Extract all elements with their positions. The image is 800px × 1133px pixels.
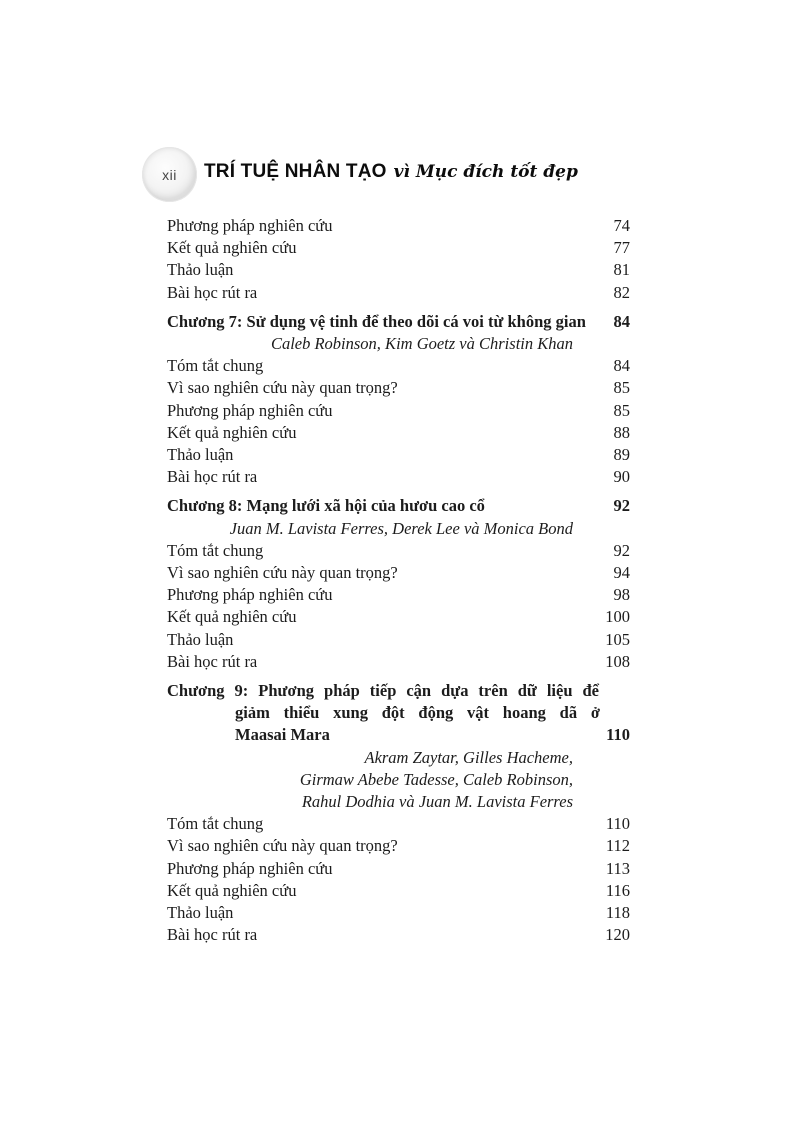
toc-entry-label: Kết quả nghiên cứu <box>167 422 297 442</box>
chapter-authors: Girmaw Abebe Tadesse, Caleb Robinson, <box>299 769 573 789</box>
toc-entry-page: 85 <box>613 378 630 398</box>
toc-entry-page: 88 <box>613 422 630 442</box>
toc-entry <box>167 259 630 281</box>
toc-entry-label: Bài học rút ra <box>167 467 258 487</box>
toc-entry <box>167 355 630 377</box>
toc-entry-label: Phương pháp nghiên cứu <box>167 585 333 605</box>
toc-entry-label: Vì sao nghiên cứu này quan trọng? <box>167 836 398 856</box>
toc-entry-page: 108 <box>605 651 630 671</box>
chapter-page: 92 <box>613 496 630 516</box>
toc-entry <box>167 835 630 857</box>
chapter-9-title-row <box>167 724 630 746</box>
toc-entry-page: 94 <box>613 563 630 583</box>
table-of-contents <box>167 215 630 947</box>
toc-entry-label: Tóm tắt chung <box>167 356 264 376</box>
toc-entry-page: 84 <box>613 356 630 376</box>
chapter-authors: Akram Zaytar, Gilles Hacheme, <box>364 747 573 767</box>
toc-entry <box>167 651 630 673</box>
toc-entry-page: 89 <box>613 445 630 465</box>
chapter-8-title-row <box>167 495 630 517</box>
toc-entry <box>167 540 630 562</box>
toc-entry <box>167 606 630 628</box>
toc-entry <box>167 215 630 237</box>
chapter-title: Maasai Mara <box>235 725 330 745</box>
toc-entry-label: Vì sao nghiên cứu này quan trọng? <box>167 563 398 583</box>
toc-entry-page: 105 <box>605 629 630 649</box>
toc-entry <box>167 377 630 399</box>
chapter-9-title-line1: Chương 9: Phương pháp tiếp cận dựa trên dữ liệu để <box>167 681 599 701</box>
chapter-9-title-line2: giảm thiểu xung đột động vật hoang dã ở <box>235 703 600 723</box>
toc-entry-label: Kết quả nghiên cứu <box>167 607 297 627</box>
toc-entry-label: Vì sao nghiên cứu này quan trọng? <box>167 378 398 398</box>
toc-entry-label: Thảo luận <box>167 445 234 465</box>
toc-entry <box>167 400 630 422</box>
toc-entry <box>167 924 630 946</box>
toc-entry <box>167 237 630 259</box>
toc-entry-page: 112 <box>605 836 630 856</box>
toc-entry-label: Thảo luận <box>167 903 234 923</box>
toc-entry-label: Thảo luận <box>167 629 234 649</box>
toc-entry-label: Tóm tắt chung <box>167 814 264 834</box>
chapter-title: Chương 7: Sử dụng vệ tinh để theo dõi cá voi từ không gian <box>167 311 586 331</box>
toc-entry-label: Kết quả nghiên cứu <box>167 238 297 258</box>
chapter-authors: Caleb Robinson, Kim Goetz và Christin Khan <box>270 334 573 354</box>
toc-entry-page: 116 <box>605 880 630 900</box>
toc-entry <box>167 282 630 304</box>
toc-entry <box>167 629 630 651</box>
toc-entry <box>167 584 630 606</box>
toc-entry-page: 92 <box>613 540 630 560</box>
toc-entry-page: 82 <box>613 282 630 302</box>
toc-entry-page: 118 <box>605 903 630 923</box>
toc-entry <box>167 444 630 466</box>
toc-entry <box>167 858 630 880</box>
toc-entry <box>167 562 630 584</box>
toc-entry-page: 77 <box>613 238 630 258</box>
toc-entry <box>167 902 630 924</box>
toc-entry-page: 74 <box>613 216 630 235</box>
toc-entry <box>167 880 630 902</box>
toc-entry-page: 110 <box>605 814 630 834</box>
toc-entry-label: Thảo luận <box>167 260 234 280</box>
chapter-authors: Juan M. Lavista Ferres, Derek Lee và Monica Bond <box>229 518 573 538</box>
chapter-page: 84 <box>613 311 630 331</box>
toc-entry-label: Kết quả nghiên cứu <box>167 880 297 900</box>
toc-entry-label: Phương pháp nghiên cứu <box>167 216 333 235</box>
toc-entry-page: 90 <box>613 467 630 487</box>
toc-entry <box>167 813 630 835</box>
toc-entry-label: Bài học rút ra <box>167 282 258 302</box>
toc-entry <box>167 422 630 444</box>
toc-entry-label: Bài học rút ra <box>167 651 258 671</box>
toc-entry-page: 85 <box>613 400 630 420</box>
toc-entry-label: Bài học rút ra <box>167 925 258 945</box>
toc-entry-label: Phương pháp nghiên cứu <box>167 400 333 420</box>
toc-entry <box>167 466 630 488</box>
book-subtitle: vì Mục đích tốt đẹp <box>393 162 578 182</box>
page-number-stamp <box>142 147 197 202</box>
chapter-title: Chương 8: Mạng lưới xã hội của hươu cao cổ <box>167 496 485 516</box>
chapter-authors: Rahul Dodhia và Juan M. Lavista Ferres <box>301 792 573 812</box>
chapter-page: 110 <box>606 725 630 745</box>
toc-entry-page: 120 <box>605 925 630 945</box>
toc-entry-label: Tóm tắt chung <box>167 540 264 560</box>
book-title: TRÍ TUỆ NHÂN TẠO <box>204 161 387 182</box>
toc-entry-page: 100 <box>605 607 630 627</box>
chapter-7-title-row <box>167 311 630 333</box>
toc-entry-page: 113 <box>605 858 630 878</box>
running-header <box>204 161 578 183</box>
toc-entry-label: Phương pháp nghiên cứu <box>167 858 333 878</box>
toc-entry-page: 81 <box>613 260 630 280</box>
page-number: xii <box>162 166 177 183</box>
toc-entry-page: 98 <box>613 585 630 605</box>
